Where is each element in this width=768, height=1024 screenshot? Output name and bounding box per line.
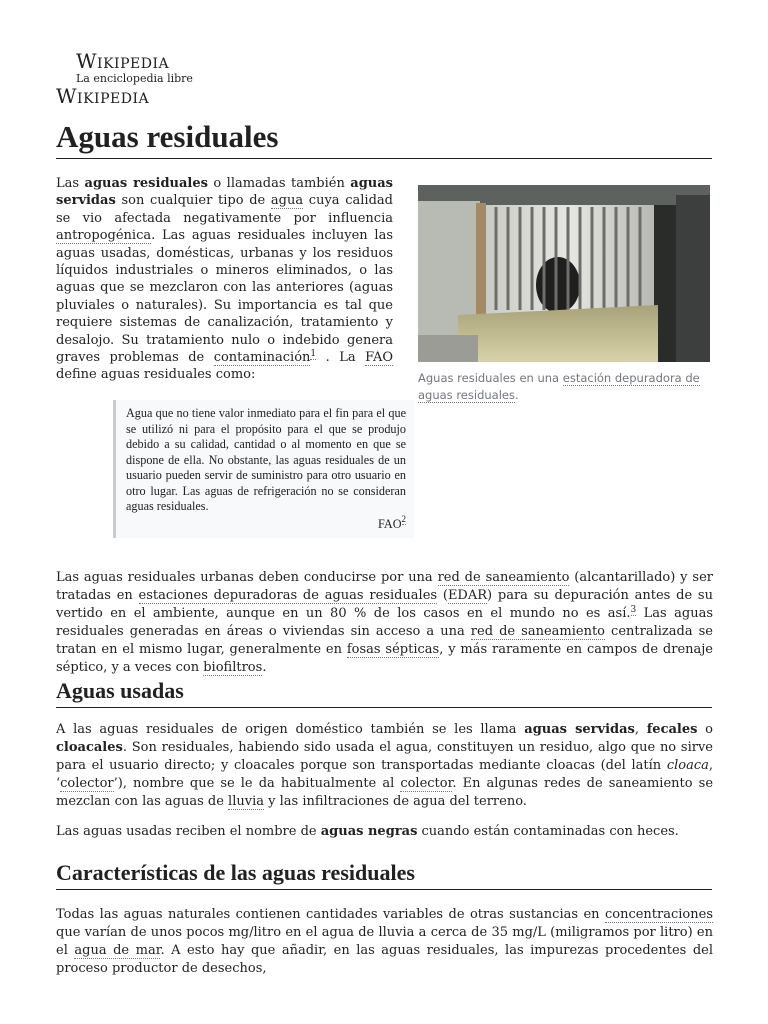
link-lluvia[interactable]: lluvia	[228, 794, 264, 809]
text: . A esto hay que añadir, en las aguas residuales, las impurezas procedentes del proceso productor de desechos,	[56, 943, 714, 976]
ref-3[interactable]: 3	[630, 604, 637, 615]
text: o llamadas también	[207, 176, 351, 191]
text: cuya calidad se vio afectada negativamente por influencia	[56, 193, 393, 226]
text: Las	[56, 176, 85, 191]
text: .	[262, 660, 267, 675]
text: .	[514, 388, 519, 402]
paragraph-aguas-negras	[56, 823, 713, 841]
link-red-de-saneamiento-2[interactable]: red de saneamiento	[470, 624, 605, 639]
paragraph-urbanas	[56, 569, 713, 677]
link-contaminacion[interactable]: contaminación	[213, 350, 311, 366]
quote-source	[126, 514, 406, 533]
text: . Son residuales, habiendo sido usada el agua, constituyen un residuo, algo que no sirve para el usuario directo; y cloacales porque son transportadas mediante cloacas (del latín	[56, 740, 713, 773]
text: Aguas residuales en una	[418, 371, 563, 385]
page-title: Aguas residuales	[56, 118, 712, 159]
wikipedia-logo[interactable]	[56, 50, 196, 107]
logo-wordmark-top: Wikipedia	[76, 49, 170, 73]
blockquote	[113, 400, 414, 538]
text: . En algunas redes de saneamiento se mezclan con las aguas de	[56, 776, 714, 809]
text: que varían de unos pocos mg/litro en el agua de lluvia a cerca de 35 mg/L (miligramos por litro) en el	[56, 925, 713, 958]
text: (	[437, 588, 448, 603]
paragraph-aguas-usadas	[56, 721, 713, 811]
lead-paragraph	[56, 175, 393, 384]
quote-text: Agua que no tiene valor inmediato para el fin para el que se utilizó ni para el propósito para el que se produjo debido a su calidad, cantidad o al momento en que se dispone de ella. No obstante, las aguas residuales de un usuario pueden servir de suministro para otro usuario en otro lugar. Las aguas de refrigeración no se consideran aguas residuales.	[126, 406, 406, 513]
italic-term: cloaca	[666, 758, 709, 773]
bold-term: aguas negras	[320, 824, 418, 839]
ref-1[interactable]: 1	[310, 348, 317, 359]
bold-term: aguas servidas	[524, 722, 635, 737]
text: centralizada se tratan en el mismo lugar, generalmente en	[56, 624, 713, 657]
link-fao[interactable]: FAO	[365, 350, 393, 366]
bold-term: cloacales	[56, 740, 123, 755]
heading-aguas-usadas: Aguas usadas	[56, 677, 712, 708]
text: y las infiltraciones de agua del terreno.	[264, 794, 527, 809]
text: cuando están contaminadas con heces.	[417, 824, 679, 839]
wastewater-photo[interactable]	[418, 185, 710, 362]
figure	[418, 185, 710, 404]
link-antropogenica[interactable]: antropogénica	[56, 228, 152, 244]
text: (alcantarillado) y ser tratadas en	[56, 570, 713, 603]
text: ) para su depuración antes de su vertido en el ambiente, aunque en un 80 % de los casos en el mundo no es así.	[56, 588, 713, 621]
text: define aguas residuales como:	[56, 367, 256, 383]
text: ’), nombre que se le da habitualmente al	[113, 776, 401, 791]
wastewater-image	[418, 185, 710, 362]
bold-term: aguas residuales	[84, 176, 208, 191]
paragraph-caracteristicas	[56, 906, 713, 978]
text: o	[697, 722, 713, 737]
link-colector-2[interactable]: colector	[400, 776, 453, 791]
text: Las aguas usadas reciben el nombre de	[56, 824, 321, 839]
text: Las aguas residuales urbanas deben conducirse por una	[56, 570, 438, 585]
bold-term: aguas servidas	[56, 176, 394, 209]
heading-caracteristicas: Características de las aguas residuales	[56, 859, 712, 890]
text: . Las aguas residuales incluyen las aguas usadas, domésticas, urbanas y los residuos líquidos industriales o mineros eliminados, o las aguas que se mezclaron con las anteriores (aguas pluviales o naturales). Su importancia es tal que requiere sistemas de canalización, tratamiento y desalojo. Su tratamiento nulo o indebido genera graves problemas de	[56, 228, 393, 366]
text: . La	[316, 350, 366, 366]
figure-caption	[418, 370, 710, 404]
text: Las aguas residuales generadas en áreas o viviendas sin acceso a una	[56, 606, 714, 639]
text: ,	[634, 722, 647, 737]
link-biofiltros[interactable]: biofiltros	[203, 660, 263, 675]
link-colector[interactable]: colector	[60, 776, 114, 791]
link-agua-de-mar[interactable]: agua de mar	[74, 943, 161, 958]
link-red-de-saneamiento[interactable]: red de saneamiento	[437, 570, 570, 585]
text: FAO	[378, 516, 402, 531]
link-edar[interactable]: EDAR	[447, 588, 488, 603]
text: , ‘	[56, 758, 713, 791]
ref-2[interactable]: 2	[401, 514, 406, 525]
link-fosas-septicas[interactable]: fosas sépticas	[346, 642, 440, 657]
text: Todas las aguas naturales contienen cantidades variables de otras sustancias en	[56, 907, 605, 922]
link-edar-full[interactable]: estaciones depuradoras de aguas residuales	[138, 588, 438, 603]
text: son cualquier tipo de	[115, 193, 271, 209]
bold-term: fecales	[646, 722, 698, 737]
text: A las aguas residuales de origen doméstico también se les llama	[56, 722, 525, 737]
text: , y más raramente en campos de drenaje séptico, y a veces con	[56, 642, 713, 675]
logo-tagline: La enciclopedia libre	[76, 72, 193, 85]
logo-wordmark-bottom: Wikipedia	[56, 84, 150, 108]
link-concentraciones[interactable]: concentraciones	[604, 907, 713, 922]
link-agua[interactable]: agua	[270, 193, 304, 209]
link-estacion-depuradora[interactable]: estación depuradora de aguas residuales	[418, 371, 700, 402]
